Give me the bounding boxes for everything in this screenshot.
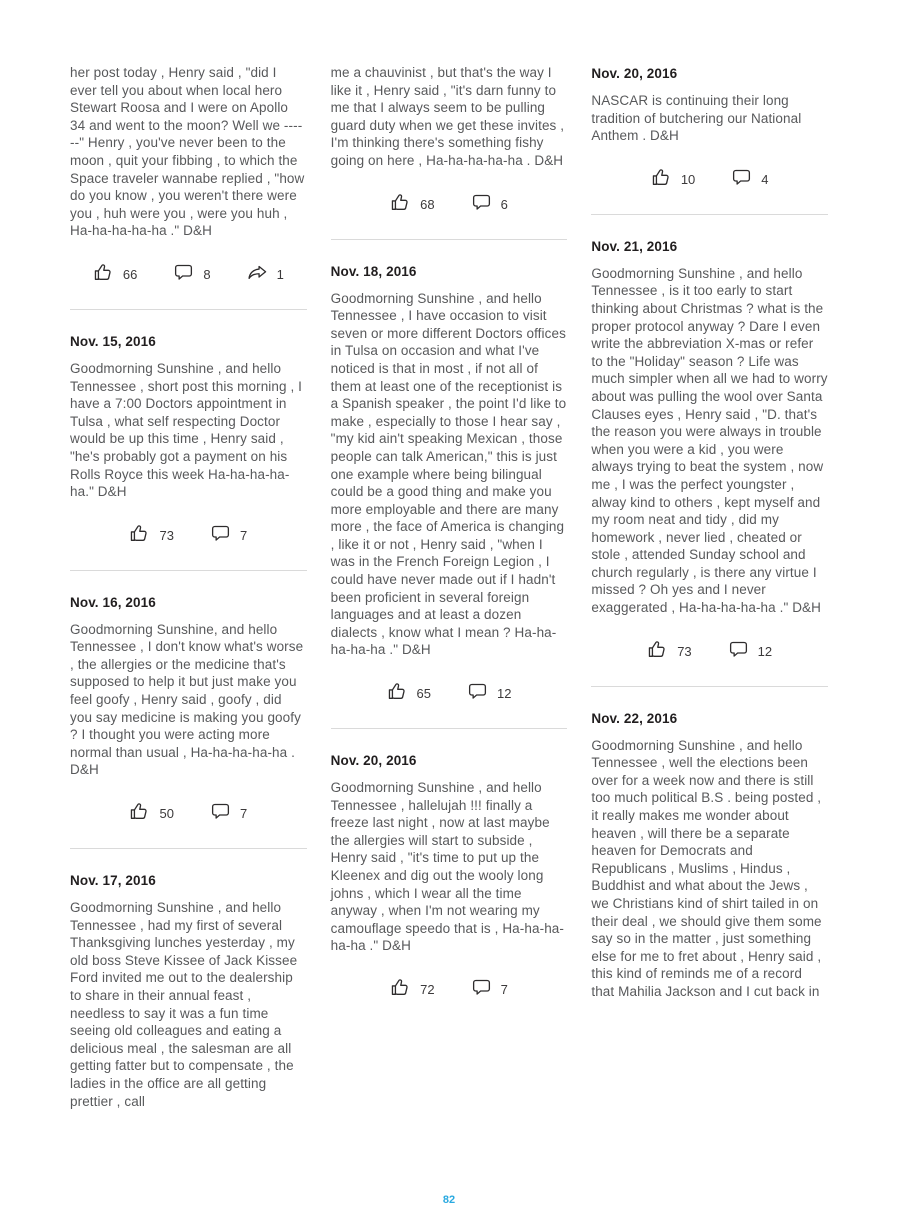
comments-count: 7 <box>239 806 248 822</box>
thumbs-up-icon <box>647 639 668 660</box>
comments-count: 4 <box>761 171 769 187</box>
post-divider <box>591 214 828 215</box>
post-divider <box>70 309 307 310</box>
comments-count: 6 <box>500 196 508 212</box>
post-divider <box>70 570 307 571</box>
thumbs-up-icon <box>390 192 411 213</box>
comment-bubble-icon <box>210 523 231 544</box>
column-2 <box>331 64 568 1024</box>
post-body: Goodmorning Sunshine , and hello Tennessee , is it too early to start thinking about Christmas ? what is the proper protocol anyway ? Dare I even write the abbreviation X-mas or refer to the "Holiday" season ? Life was much simpler when all we had to worry about was pulling the wool over Santa Clauses eyes , Henry said , "D. that's the reason you were always in trouble when you were a kid , you were always trying to beat the system , now me , I was the perfect youngster , alway kind to others , kept myself and my room neat and tidy , did my homework , never lied , cheated or stole , attended Sunday school and church regularly , is there any virtue I missed ? Oh yes and I never exaggerated , Ha-ha-ha-ha-ha ." D&H <box>591 265 828 616</box>
post-stats <box>331 977 568 998</box>
likes-stat <box>651 167 695 188</box>
comment-bubble-icon <box>731 167 752 188</box>
comments-count: 12 <box>497 686 512 702</box>
comments-count: 8 <box>203 266 211 282</box>
likes-stat <box>647 639 691 660</box>
post <box>591 66 828 188</box>
likes-count: 73 <box>677 643 692 659</box>
thumbs-up-icon <box>390 977 411 998</box>
post-body: Goodmorning Sunshine , and hello Tennessee , well the elections been over for a week now and there is still too much political B.S . being posted , it really makes me wonder about heaven , will there be a separate heaven for Democrats and Republicans , Muslims , Hindus , Buddhist and what about the Jews , we Christians kind of shirt tailed in on their deal , we should give them some say so in the matter , just something else for me to fret about , Henry said , this kind of reminds me of a record that Mahilia Jackson and I cut back in <box>591 737 822 999</box>
comments-stat <box>210 523 247 544</box>
comments-stat <box>210 801 247 822</box>
likes-stat <box>129 523 173 544</box>
post-divider <box>70 848 307 849</box>
shares-count: 1 <box>276 266 284 282</box>
post-date: Nov. 22, 2016 <box>591 710 678 726</box>
post-divider <box>331 728 568 729</box>
comment-bubble-icon <box>471 192 492 213</box>
column-1 <box>70 64 307 1110</box>
post <box>70 64 307 283</box>
comments-count: 7 <box>500 981 508 997</box>
post <box>70 334 307 544</box>
post <box>331 64 568 213</box>
post-date: Nov. 17, 2016 <box>70 873 156 889</box>
thumbs-up-icon <box>93 262 114 283</box>
comment-bubble-icon <box>210 801 231 822</box>
post-divider <box>331 239 568 240</box>
post <box>331 264 568 702</box>
likes-stat <box>129 801 173 822</box>
post-body: Goodmorning Sunshine, and hello Tennessee , I don't know what's worse , the allergies or the medicine that's supposed to help it but just make you feel goofy , Henry said , goofy , did you say medicine is making you goofy ? I thought you were acting more normal than usual , Ha-ha-ha-ha-ha . D&H <box>70 621 304 778</box>
post-body: her post today , Henry said , "did I ever tell you about when local hero Stewart Roosa and I were on Apollo 34 and went to the moon? Well we ------" Henry , you've never been to the moon , quit your fibbing , to which the Space traveler wannabe replied , "how do you know , you weren't there were you , huh were you , were you huh , Ha-ha-ha-ha-ha ." D&H <box>70 65 305 239</box>
likes-stat <box>390 977 434 998</box>
post-body: NASCAR is continuing their long tradition of butchering our National Anthem . D&H <box>591 93 802 144</box>
columns <box>70 64 828 1110</box>
post <box>591 711 828 1001</box>
post-date: Nov. 20, 2016 <box>591 66 678 81</box>
post-stats <box>591 639 828 660</box>
likes-count: 50 <box>159 806 174 822</box>
likes-count: 72 <box>420 981 435 997</box>
likes-count: 68 <box>420 196 435 212</box>
comment-bubble-icon <box>173 262 194 283</box>
thumbs-up-icon <box>387 681 408 702</box>
thumbs-up-icon <box>129 801 150 822</box>
comment-bubble-icon <box>471 977 492 998</box>
post-stats <box>591 167 828 188</box>
post <box>331 753 568 998</box>
likes-count: 10 <box>680 171 696 187</box>
thumbs-up-icon <box>129 523 150 544</box>
comments-stat <box>471 977 508 998</box>
post-body: me a chauvinist , but that's the way I like it , Henry said , "it's darn funny to me that I always seem to be pulling guard duty when we get these invites , I'm thinking there's something fishy going on here , Ha-ha-ha-ha-ha . D&H <box>330 65 565 168</box>
post-divider <box>591 686 828 687</box>
post-body: Goodmorning Sunshine , and hello Tennessee , had my first of several Thanksgiving lunches yesterday , my old boss Steve Kissee of Jack Kissee Ford invited me out to the dealership to share in their annual feast , needless to say it was a fun time seeing old colleagues and eating a delicious meal , the salesman are all getting fatter but to compensate , the ladies in the office are all getting prettier , call <box>70 900 298 1109</box>
post <box>70 595 307 822</box>
post-body: Goodmorning Sunshine , and hello Tennessee , hallelujah !!! finally a freeze last night , now at last maybe the allergies will start to subside , Henry said , "it's time to put up the Kleenex and dig out the wooly long johns , which I wear all the time anyway , when I'm not wearing my camouflage speedo that is , Ha-ha-ha-ha-ha ." D&H <box>330 780 565 954</box>
comments-count: 12 <box>757 643 773 659</box>
shares-stat <box>247 262 284 283</box>
comment-bubble-icon <box>467 681 488 702</box>
comments-stat <box>731 167 768 188</box>
page-footer <box>0 1190 898 1208</box>
likes-count: 73 <box>159 527 174 543</box>
post-stats <box>331 192 568 213</box>
likes-stat <box>390 192 434 213</box>
post-body: Goodmorning Sunshine , and hello Tennessee , I have occasion to visit seven or more different Doctors offices in Tulsa on occasion and what I've noticed is that in most , if not all of them at least one of the receptionist is a Spanish speaker , the point I'd like to make , especially to those I hear say , "my kid ain't speaking Mexican , those people can talk American," this is just one example where being bilingual could be a good thing and make you more employable and there are many more , the face of America is changing , like it or not , Henry said , "when I was in the French Foreign Legion , I could have never made out if I hadn't been proficient in several foreign languages and at least a dozen dialects , know what I mean ? Ha-ha-ha-ha-ha ." D&H <box>330 290 567 658</box>
page-number: 82 <box>442 1194 456 1206</box>
post-date: Nov. 15, 2016 <box>70 333 156 349</box>
comments-stat <box>471 192 508 213</box>
share-arrow-icon <box>247 262 268 283</box>
post <box>591 239 828 660</box>
post-stats <box>331 681 568 702</box>
comments-stat <box>467 681 511 702</box>
comments-stat <box>728 639 772 660</box>
post-date: Nov. 20, 2016 <box>330 753 417 769</box>
comment-bubble-icon <box>728 639 749 660</box>
post-stats <box>70 262 307 283</box>
post-stats <box>70 523 307 544</box>
thumbs-up-icon <box>651 167 672 188</box>
post-date: Nov. 18, 2016 <box>330 263 417 279</box>
post <box>70 873 307 1110</box>
likes-stat <box>93 262 137 283</box>
post-stats <box>70 801 307 822</box>
likes-stat <box>387 681 431 702</box>
comments-count: 7 <box>239 527 248 543</box>
post-body: Goodmorning Sunshine , and hello Tennessee , short post this morning , I have a 7:00 Doctors appointment in Tulsa , what self respecting Doctor would be up this time , Henry said , "he's probably got a payment on his Rolls Royce this week Ha-ha-ha-ha-ha." D&H <box>70 360 303 500</box>
column-3 <box>591 64 828 1001</box>
comments-stat <box>173 262 210 283</box>
post-date: Nov. 21, 2016 <box>591 238 678 254</box>
likes-count: 66 <box>122 266 138 282</box>
likes-count: 65 <box>416 686 431 702</box>
post-date: Nov. 16, 2016 <box>70 594 156 610</box>
